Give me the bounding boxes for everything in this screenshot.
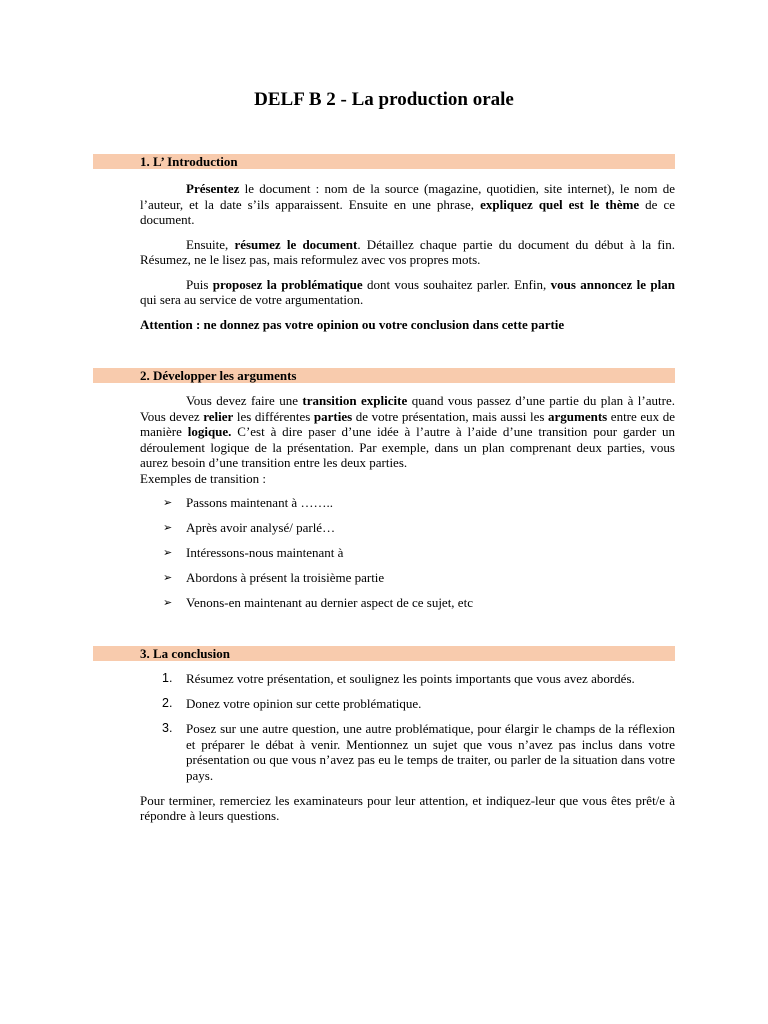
list-item-text: Intéressons-nous maintenant à bbox=[186, 545, 344, 560]
intro-attention-note bbox=[140, 317, 675, 333]
list-item-text: Passons maintenant à …….. bbox=[186, 495, 333, 510]
bold-text: Attention : ne donnez pas votre opinion ou votre conclusion dans cette partie bbox=[140, 316, 565, 332]
text-run: dont vous souhaitez parler. Enfin, bbox=[362, 276, 551, 292]
list-item-text: Posez sur une autre question, une autre problématique, pour élargir le champs de la réflexion et préparer le débat à venir. Mentionnez un sujet que vous n’avez pas inclus dans votre présentation ou que vous n’avez pas eu le temps de traiter, ou parler de la situation dans votre pays. bbox=[186, 721, 675, 783]
list-item bbox=[140, 520, 675, 536]
closing-paragraph: Pour terminer, remerciez les examinateurs pour leur attention, et indiquez-leur que vous êtes prêt/e à répondre à leurs questions. bbox=[140, 792, 675, 823]
list-item-text: Après avoir analysé/ parlé… bbox=[186, 520, 336, 535]
bold-text: expliquez quel est le thème bbox=[480, 196, 640, 212]
list-item-text: Abordons à présent la troisième partie bbox=[186, 570, 385, 585]
bold-text: vous annoncez le plan bbox=[550, 276, 675, 292]
text-run: entre eux de manière bbox=[140, 408, 675, 439]
bold-text: arguments bbox=[548, 408, 608, 424]
arguments-paragraph bbox=[140, 393, 675, 471]
bold-text: parties bbox=[313, 408, 353, 424]
intro-paragraph-problematic bbox=[140, 277, 675, 308]
arrow-bullet-icon: ➢ bbox=[163, 571, 173, 584]
list-number: 3. bbox=[162, 721, 173, 735]
list-item bbox=[140, 696, 675, 712]
section-header-label: 2. Développer les arguments bbox=[140, 368, 297, 383]
intro-paragraph-present bbox=[140, 181, 675, 228]
bold-text: résumez le document bbox=[234, 236, 358, 252]
section-header-label: 1. L’ Introduction bbox=[140, 154, 238, 169]
text-run: les différentes bbox=[233, 408, 314, 424]
intro-paragraph-summary bbox=[140, 237, 675, 268]
section-header-conclusion bbox=[93, 646, 675, 661]
list-item bbox=[140, 721, 675, 783]
list-item-text: Résumez votre présentation, et soulignez les points importants que vous avez abordés. bbox=[186, 671, 635, 686]
text-run: qui sera au service de votre argumentation. bbox=[140, 292, 364, 307]
section-header-label: 3. La conclusion bbox=[140, 646, 230, 661]
section-header-arguments bbox=[93, 368, 675, 383]
section-header-introduction bbox=[93, 154, 675, 169]
document-title: DELF B 2 - La production orale bbox=[254, 89, 514, 110]
list-item-text: Donez votre opinion sur cette problématique. bbox=[186, 696, 422, 711]
list-item-text: Venons-en maintenant au dernier aspect de ce sujet, etc bbox=[186, 595, 473, 610]
bold-text: Présentez bbox=[186, 181, 240, 196]
bold-text: proposez la problématique bbox=[212, 276, 363, 292]
text-run: le document : nom de la source (magazine, quotidien, site internet), le nom de l’auteur, et la date s’ils apparaissent. Ensuite en une phrase, bbox=[140, 181, 675, 212]
text-run: C’est à dire paser d’une idée à l’autre à l’aide d’une transition pour garder un déroulement logique de la présentation. Par exemple, dans un plan comprenant deux parties, vous aurez besoin d’une transition entre les deux parties. bbox=[140, 424, 675, 470]
examples-label: Exemples de transition : bbox=[140, 470, 267, 486]
conclusion-steps-list bbox=[140, 671, 675, 783]
arrow-bullet-icon: ➢ bbox=[163, 521, 173, 534]
text-run: Vous devez faire une bbox=[186, 393, 303, 408]
list-number: 1. bbox=[162, 671, 173, 685]
bold-text: relier bbox=[203, 408, 234, 424]
section-body-conclusion bbox=[140, 671, 675, 833]
text-run: . Détaillez chaque partie du document du début à la fin. Résumez, ne le lisez pas, mais reformulez avec vos propres mots. bbox=[140, 236, 675, 267]
bold-text: transition explicite bbox=[302, 393, 408, 408]
arrow-bullet-icon: ➢ bbox=[163, 596, 173, 609]
text-run: Puis bbox=[186, 276, 213, 292]
arrow-bullet-icon: ➢ bbox=[163, 546, 173, 559]
text-run: de votre présentation, mais aussi les bbox=[352, 408, 548, 424]
bold-text: logique. bbox=[187, 424, 232, 439]
list-item bbox=[140, 595, 675, 611]
list-item bbox=[140, 570, 675, 586]
section-body-introduction bbox=[140, 181, 675, 341]
list-number: 2. bbox=[162, 696, 173, 710]
list-item bbox=[140, 671, 675, 687]
list-item bbox=[140, 495, 675, 511]
arrow-bullet-icon: ➢ bbox=[163, 496, 173, 509]
list-item bbox=[140, 545, 675, 561]
text-run: Ensuite, bbox=[186, 236, 235, 252]
transition-examples-list bbox=[140, 495, 675, 611]
text-run: quand vous passez d’une partie du plan à l’autre. Vous devez bbox=[140, 393, 675, 424]
text-run: de ce document. bbox=[140, 196, 676, 227]
section-body-arguments bbox=[140, 393, 675, 620]
